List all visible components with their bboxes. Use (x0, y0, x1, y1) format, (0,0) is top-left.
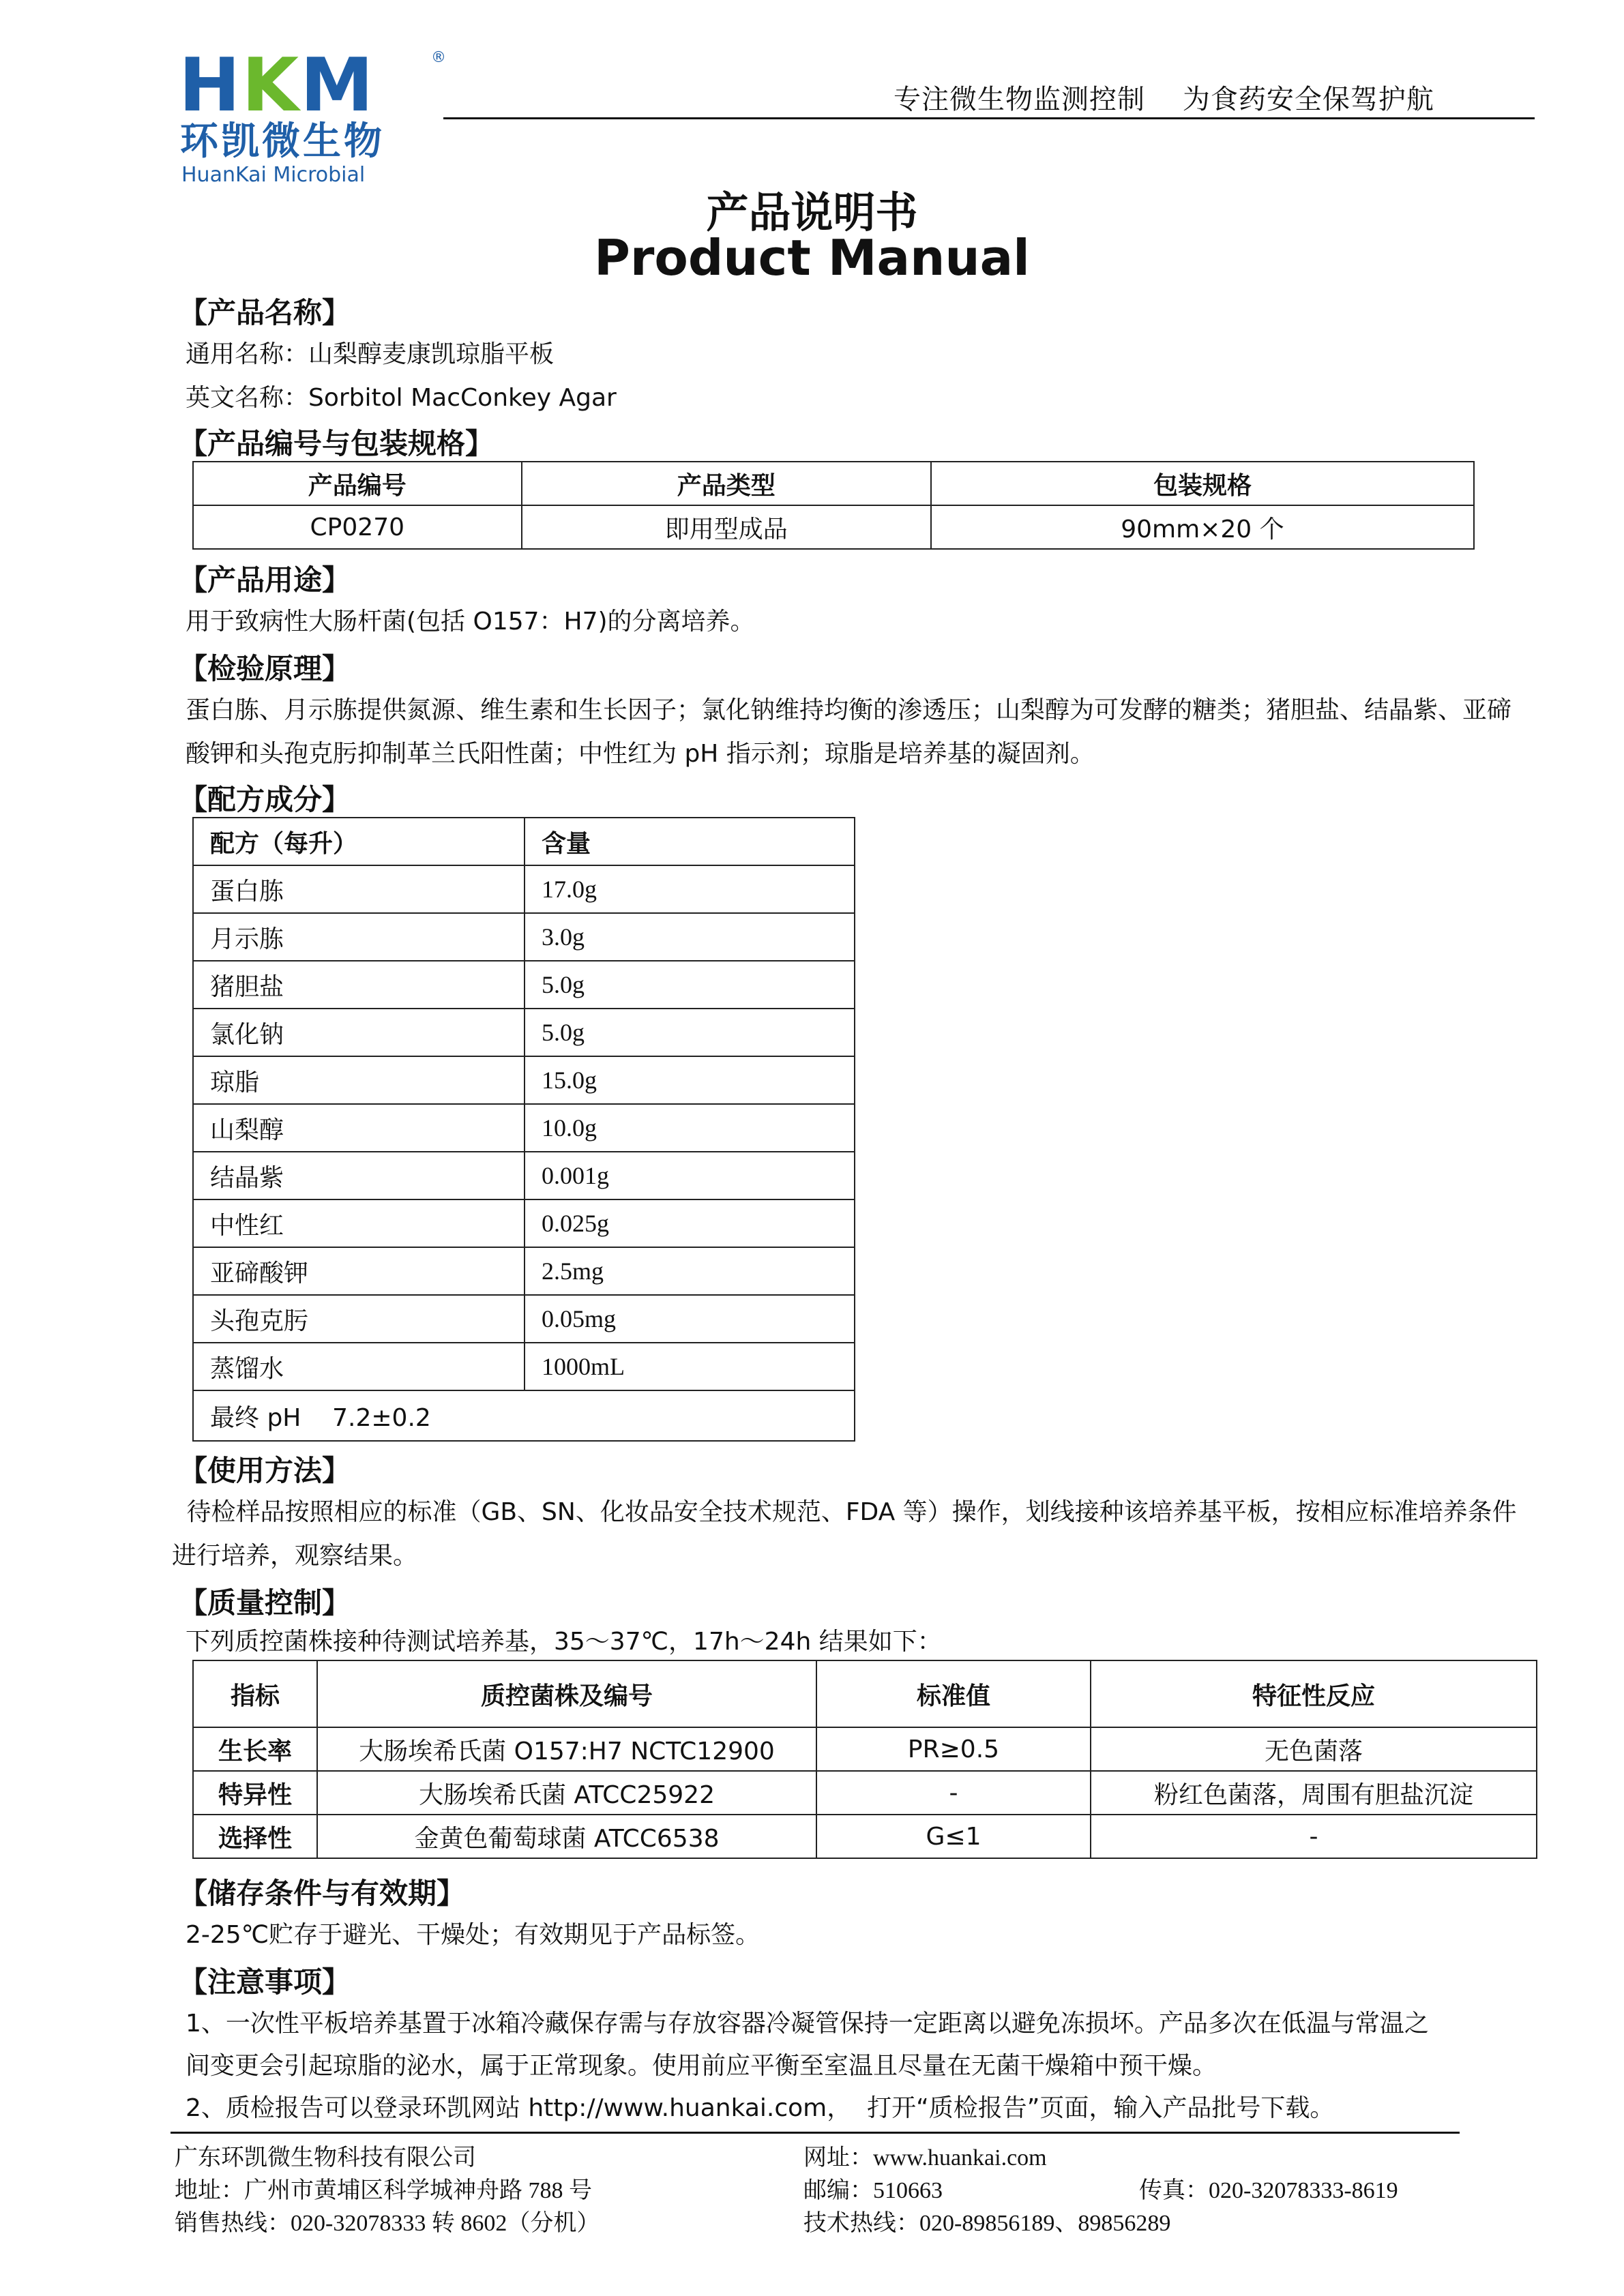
title-chinese: 产品说明书 (706, 188, 918, 237)
table-cell: 生长率 (193, 1727, 317, 1771)
table-header-cell: 产品类型 (522, 462, 931, 505)
usage-text: 用于致病性大肠杆菌(包括 O157：H7)的分离培养。 (186, 608, 755, 636)
table-row (193, 1815, 1537, 1858)
table-row (193, 1247, 855, 1295)
ingredient-name: 蒸馏水 (193, 1343, 525, 1390)
table-header-cell: 特征性反应 (1091, 1660, 1537, 1727)
table-header-row (193, 818, 855, 865)
ingredient-amount: 3.0g (525, 913, 855, 961)
heading-notes: 【注意事项】 (179, 1965, 351, 1999)
ingredient-name: 中性红 (193, 1199, 525, 1247)
table-cell: 大肠埃希氏菌 O157:H7 NCTC12900 (317, 1727, 816, 1771)
table-row (193, 1056, 855, 1104)
heading-packaging: 【产品编号与包装规格】 (179, 427, 494, 460)
packaging-table (192, 461, 1475, 550)
table-header-cell: 产品编号 (193, 462, 522, 505)
company-logo (179, 43, 452, 187)
registered-mark: ® (431, 49, 446, 66)
ingredient-amount: 5.0g (525, 1009, 855, 1056)
table-header-cell: 含量 (525, 818, 855, 865)
final-ph: 最终 pH 7.2±0.2 (193, 1390, 855, 1441)
method-line-2: 进行培养，观察结果。 (172, 1542, 418, 1570)
qc-intro: 下列质控菌株接种待测试培养基，35～37℃，17h～24h 结果如下： (186, 1628, 942, 1656)
principle-line-1: 蛋白胨、月示胨提供氮源、维生素和生长因子；氯化钠维持均衡的渗透压；山梨醇为可发酵的糖类；猪胆盐、结晶紫、亚碲 (186, 696, 1512, 724)
table-row (193, 1390, 855, 1441)
storage-text: 2-25℃贮存于避光、干燥处；有效期见于产品标签。 (186, 1921, 761, 1949)
table-header-cell: 标准值 (816, 1660, 1091, 1727)
method-line-1: 待检样品按照相应的标准（GB、SN、化妆品安全技术规范、FDA 等）操作，划线接种该培养基平板，按相应标准培养条件 (179, 1498, 1517, 1526)
ingredient-name: 氯化钠 (193, 1009, 525, 1056)
table-row (193, 1295, 855, 1343)
table-cell: 无色菌落 (1091, 1727, 1537, 1771)
ingredient-amount: 10.0g (525, 1104, 855, 1152)
table-cell: 特异性 (193, 1771, 317, 1815)
heading-qc: 【质量控制】 (179, 1586, 351, 1620)
table-cell: CP0270 (193, 505, 522, 549)
table-header-cell: 配方（每升） (193, 818, 525, 865)
table-row (193, 1199, 855, 1247)
table-header-row (193, 462, 1474, 505)
table-header-row (193, 1660, 1537, 1727)
formula-table (192, 817, 855, 1442)
ingredient-amount: 1000mL (525, 1343, 855, 1390)
logo-letters: HKM (179, 43, 375, 128)
footer-postcode: 邮编：510663 (803, 2178, 943, 2203)
table-cell: 粉红色菌落，周围有胆盐沉淀 (1091, 1771, 1537, 1815)
ingredient-name: 结晶紫 (193, 1152, 525, 1199)
heading-principle: 【检验原理】 (179, 652, 351, 685)
header-divider (443, 117, 1535, 119)
table-header-cell: 指标 (193, 1660, 317, 1727)
table-header-cell: 包装规格 (931, 462, 1474, 505)
heading-method: 【使用方法】 (179, 1454, 351, 1487)
table-header-cell: 质控菌株及编号 (317, 1660, 816, 1727)
ingredient-amount: 5.0g (525, 961, 855, 1009)
table-cell: 选择性 (193, 1815, 317, 1858)
heading-usage: 【产品用途】 (179, 563, 351, 597)
english-name: 英文名称：Sorbitol MacConkey Agar (186, 384, 617, 412)
table-row (193, 1104, 855, 1152)
title-english: Product Manual (594, 229, 1030, 286)
table-cell: - (816, 1771, 1091, 1815)
ingredient-amount: 0.025g (525, 1199, 855, 1247)
table-row (193, 1343, 855, 1390)
table-row (193, 865, 855, 913)
table-row (193, 1771, 1537, 1815)
note-line-1: 1、一次性平板培养基置于冰箱冷藏保存需与存放容器冷凝管保持一定距离以避免冻损坏。产品多次在低温与常温之 (186, 2010, 1429, 2038)
table-row (193, 505, 1474, 549)
note-line-2: 间变更会引起琼脂的泌水，属于正常现象。使用前应平衡至室温且尽量在无菌干燥箱中预干燥。 (186, 2052, 1217, 2080)
footer-divider (171, 2132, 1460, 2134)
table-row (193, 961, 855, 1009)
table-cell: G≤1 (816, 1815, 1091, 1858)
table-row (193, 913, 855, 961)
ingredient-name: 亚碲酸钾 (193, 1247, 525, 1295)
ingredient-name: 月示胨 (193, 913, 525, 961)
table-cell: 大肠埃希氏菌 ATCC25922 (317, 1771, 816, 1815)
common-name: 通用名称：山梨醇麦康凯琼脂平板 (186, 340, 555, 368)
table-row (193, 1727, 1537, 1771)
ingredient-name: 蛋白胨 (193, 865, 525, 913)
ingredient-amount: 2.5mg (525, 1247, 855, 1295)
footer-company: 广东环凯微生物科技有限公司 (175, 2145, 476, 2171)
ingredient-amount: 0.001g (525, 1152, 855, 1199)
table-cell: 金黄色葡萄球菌 ATCC6538 (317, 1815, 816, 1858)
footer-tech-hotline: 技术热线：020-89856189、89856289 (803, 2211, 1171, 2236)
footer-fax: 传真：020-32078333-8619 (1139, 2178, 1398, 2203)
table-cell: PR≥0.5 (816, 1727, 1091, 1771)
ingredient-amount: 17.0g (525, 865, 855, 913)
formula-rows (193, 865, 855, 1390)
heading-formula: 【配方成分】 (179, 783, 351, 816)
header-slogan: 专注微生物监测控制 为食药安全保驾护航 (894, 84, 1434, 115)
footer-address: 地址：广州市黄埔区科学城神舟路 788 号 (175, 2178, 592, 2203)
ingredient-name: 头孢克肟 (193, 1295, 525, 1343)
logo-english-name: HuanKai Microbial (181, 163, 366, 187)
ingredient-name: 猪胆盐 (193, 961, 525, 1009)
principle-line-2: 酸钾和头孢克肟抑制革兰氏阳性菌；中性红为 pH 指示剂；琼脂是培养基的凝固剂。 (186, 740, 1095, 768)
qc-rows (193, 1727, 1537, 1858)
table-cell: 90mm×20 个 (931, 505, 1474, 549)
table-cell: 即用型成品 (522, 505, 931, 549)
footer-sales-hotline: 销售热线：020-32078333 转 8602（分机） (175, 2211, 600, 2236)
note-line-3: 2、质检报告可以登录环凯网站 http://www.huankai.com， 打开“质检报告”页面，输入产品批号下载。 (186, 2094, 1335, 2122)
heading-storage: 【储存条件与有效期】 (179, 1877, 466, 1910)
table-cell: - (1091, 1815, 1537, 1858)
footer-website: 网址：www.huankai.com (803, 2145, 1047, 2171)
ingredient-amount: 15.0g (525, 1056, 855, 1104)
qc-table (192, 1660, 1537, 1859)
ingredient-amount: 0.05mg (525, 1295, 855, 1343)
table-row (193, 1009, 855, 1056)
ingredient-name: 琼脂 (193, 1056, 525, 1104)
logo-chinese-name: 环凯微生物 (180, 119, 385, 164)
table-row (193, 1152, 855, 1199)
ingredient-name: 山梨醇 (193, 1104, 525, 1152)
heading-product-name: 【产品名称】 (179, 296, 351, 329)
